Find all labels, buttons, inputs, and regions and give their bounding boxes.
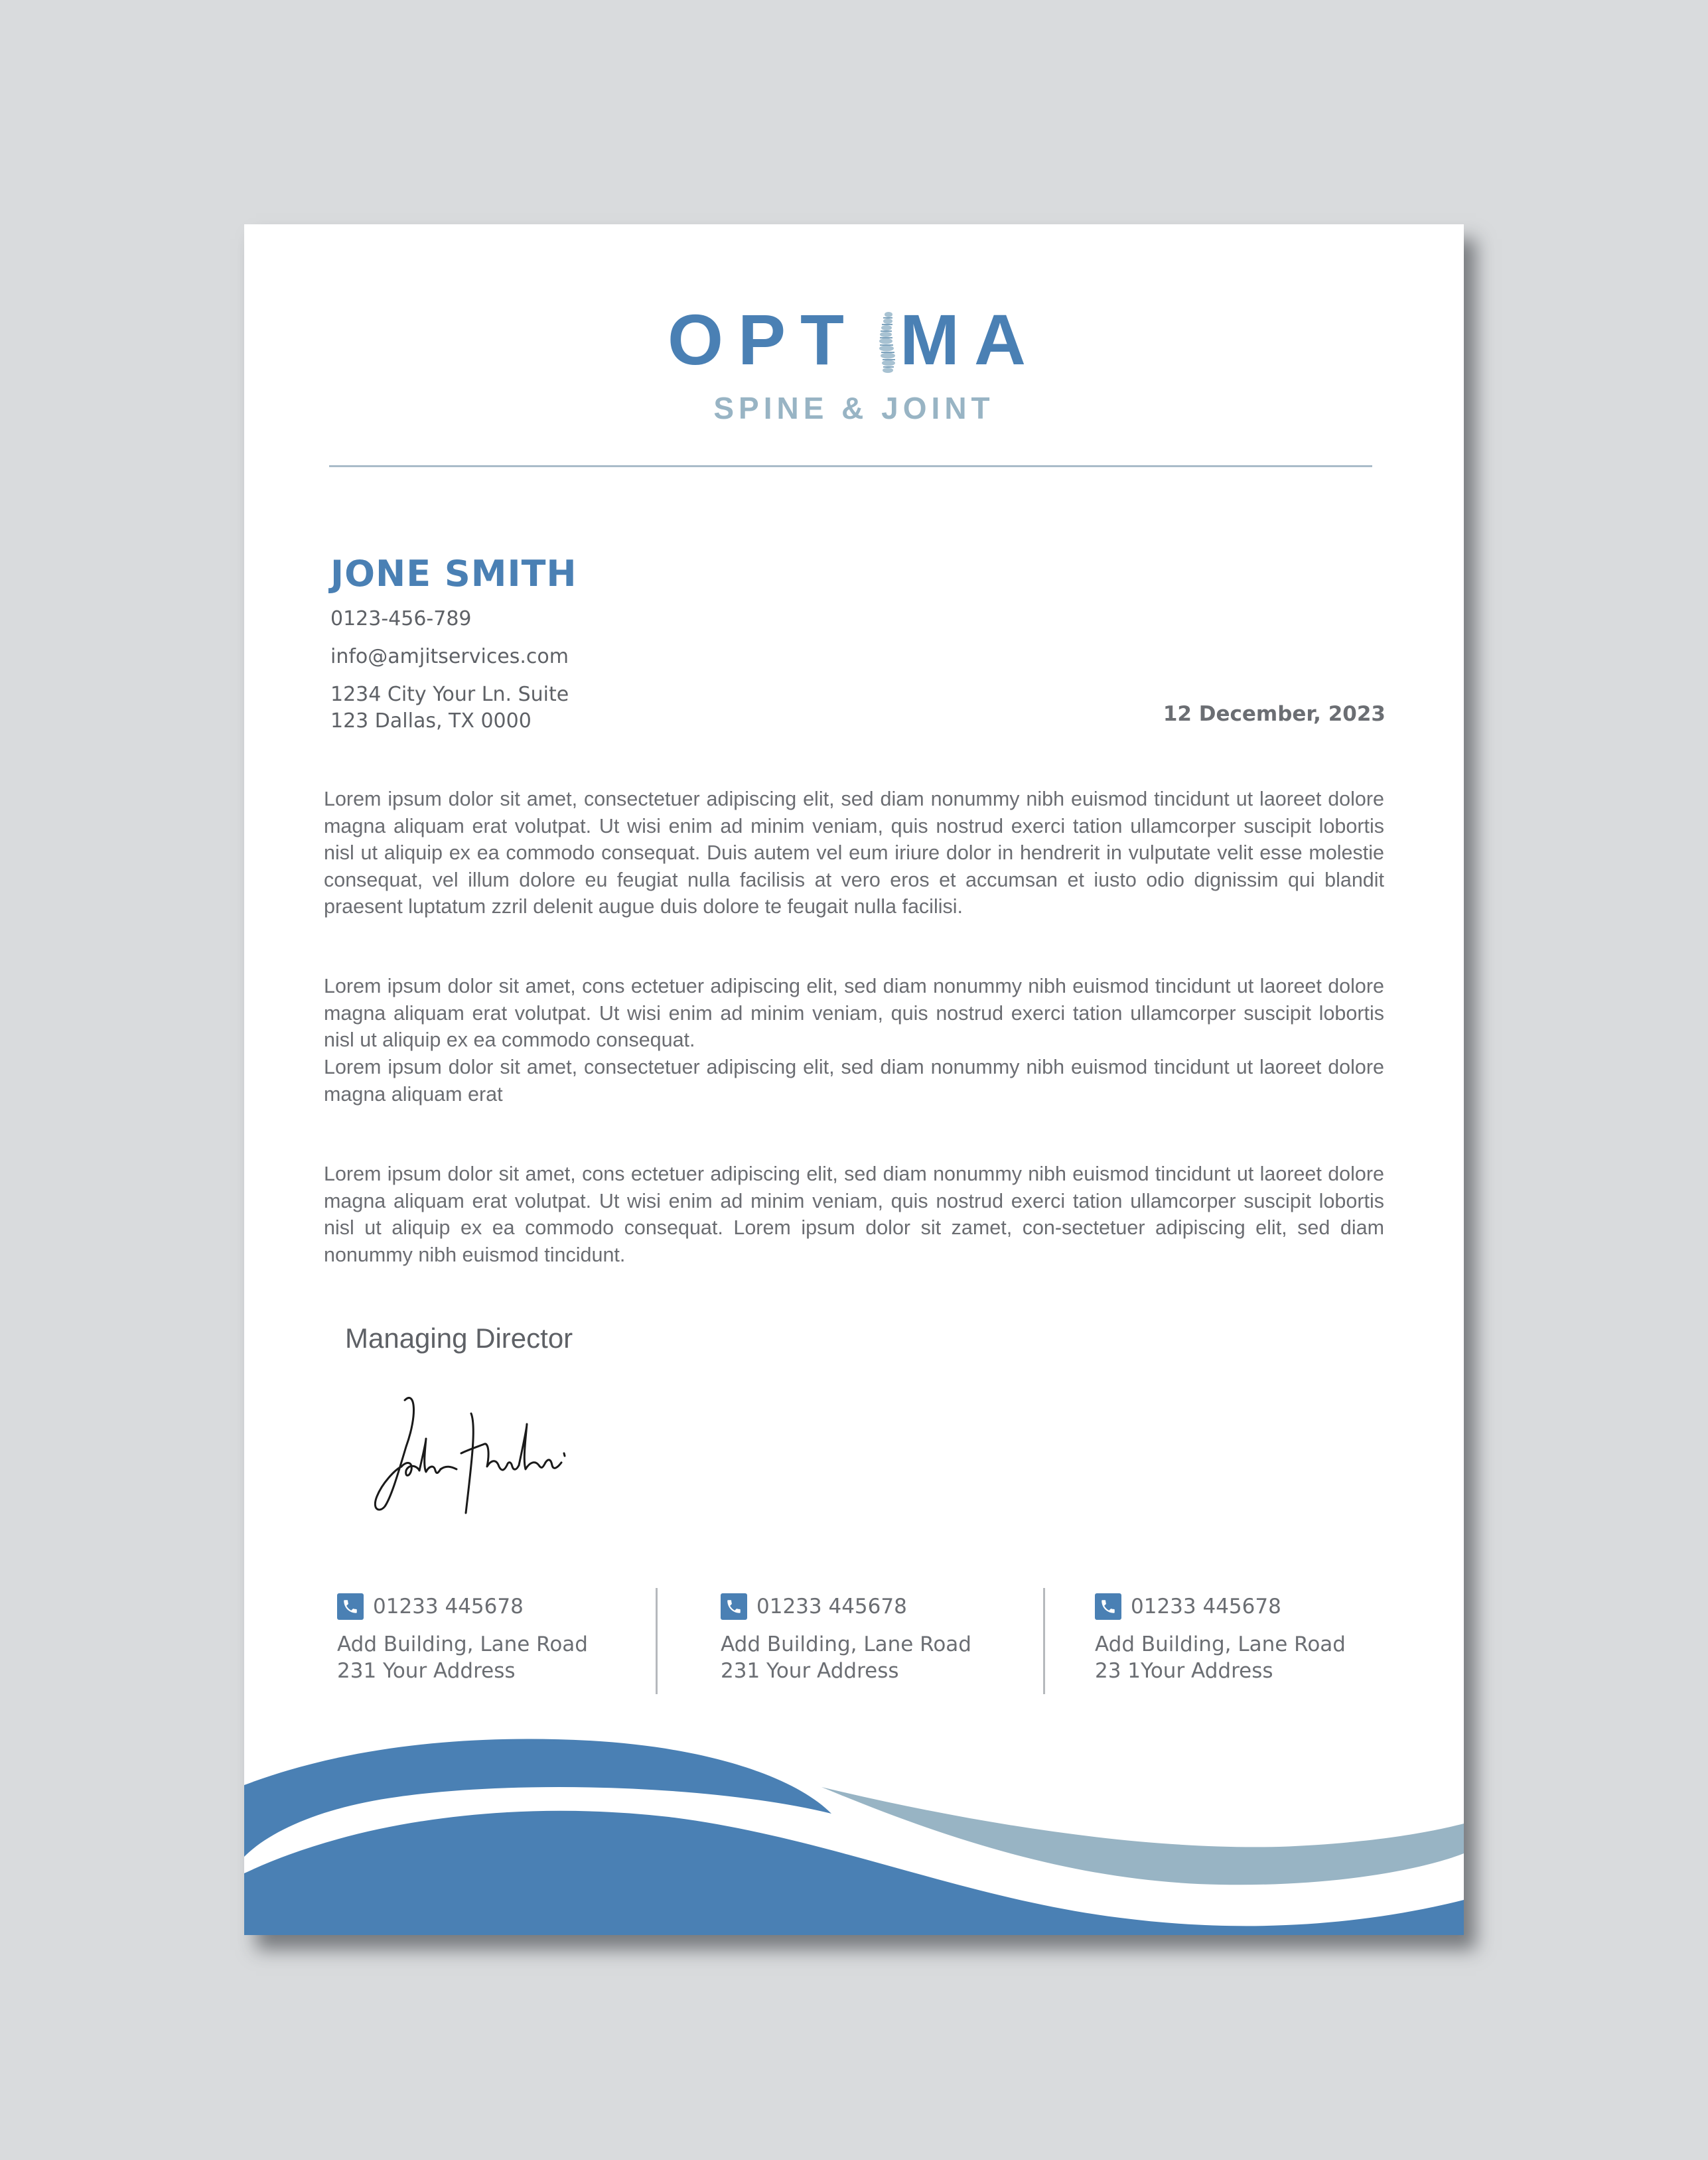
footer-phone-row bbox=[721, 1591, 971, 1622]
footer-address-line2: 231 Your Address bbox=[721, 1659, 899, 1683]
letter-paragraph-3: Lorem ipsum dolor sit amet, cons ectetuer adipiscing elit, sed diam nonummy nibh euismod tincidunt ut laoreet dolore magna aliquam erat volutpat. Ut wisi enim ad minim veniam, quis nostrud exerci tation ullamcorper suscipit lobortis nisl ut aliquip ex ea commodo consequat. Lorem ipsum dolor sit zamet, con-sectetuer adipiscing elit, sed diam nonummy nibh euismod tincidunt. bbox=[324, 1163, 1384, 1266]
footer-phone-number: 01233 445678 bbox=[373, 1595, 524, 1619]
footer-address bbox=[1095, 1631, 1346, 1684]
wave-grey-blue-swoosh bbox=[821, 1787, 1464, 1885]
footer-address-line1: Add Building, Lane Road bbox=[721, 1632, 971, 1656]
letterhead-page bbox=[244, 224, 1464, 1935]
sender-name: JONE SMITH bbox=[330, 553, 577, 595]
sender-address-line2: 123 Dallas, TX 0000 bbox=[330, 709, 532, 733]
footer-phone-number: 01233 445678 bbox=[756, 1595, 907, 1619]
footer-divider-1 bbox=[656, 1588, 658, 1694]
header-divider bbox=[329, 465, 1372, 467]
phone-icon bbox=[721, 1593, 747, 1620]
footer-phone-number: 01233 445678 bbox=[1131, 1595, 1281, 1619]
sender-email: info@amjitservices.com bbox=[330, 645, 569, 668]
footer-wave-decoration bbox=[244, 1724, 1464, 1935]
letter-paragraph-2a: Lorem ipsum dolor sit amet, cons ectetuer adipiscing elit, sed diam nonummy nibh euismod tincidunt ut laoreet dolore magna aliquam erat volutpat. Ut wisi enim ad minim veniam, quis nostrud exerci tation ullamcorper suscipit lobortis nisl ut aliquip ex ea commodo consequat. bbox=[324, 975, 1384, 1051]
letter-paragraph-1: Lorem ipsum dolor sit amet, consectetuer adipiscing elit, sed diam nonummy nibh euismod tincidunt ut laoreet dolore magna aliquam erat volutpat. Ut wisi enim ad minim veniam, quis nostrud exerci tation ullamcorper suscipit lobortis nisl ut aliquip ex ea commodo consequat. Duis autem vel eum iriure dolor in hendrerit in vulputate velit esse molestie consequat, vel illum dolore eu feugiat nulla facilisis at vero eros et accumsan et iusto odio dignissim qui blandit praesent luptatum zzril delenit augue duis dolore te feugait nulla facilisi. bbox=[324, 788, 1384, 918]
signature-image bbox=[365, 1387, 591, 1520]
letter-paragraph-2b: Lorem ipsum dolor sit amet, consectetuer adipiscing elit, sed diam nonummy nibh euismod tincidunt ut laoreet dolore magna aliquam erat bbox=[324, 1056, 1384, 1106]
logo-word-start: OPT bbox=[668, 299, 859, 380]
sender-phone: 0123-456-789 bbox=[330, 607, 472, 630]
company-logo bbox=[244, 299, 1464, 426]
footer-address-line2: 231 Your Address bbox=[337, 1659, 516, 1683]
footer-divider-2 bbox=[1043, 1588, 1045, 1694]
footer-address bbox=[337, 1631, 588, 1684]
footer-contact-1 bbox=[337, 1591, 588, 1684]
logo-tagline: SPINE & JOINT bbox=[713, 391, 995, 425]
letter-date: 12 December, 2023 bbox=[1163, 702, 1386, 726]
sender-address-line1: 1234 City Your Ln. Suite bbox=[330, 683, 569, 706]
signatory-role: Managing Director bbox=[345, 1323, 573, 1354]
footer-contact-2 bbox=[721, 1591, 971, 1684]
footer-phone-row bbox=[337, 1591, 588, 1622]
spine-icon bbox=[869, 309, 906, 376]
footer-contact-3 bbox=[1095, 1591, 1346, 1684]
phone-icon bbox=[1095, 1593, 1121, 1620]
logo-word-end: MA bbox=[900, 299, 1040, 380]
footer-address-line1: Add Building, Lane Road bbox=[337, 1632, 588, 1656]
footer-address-line1: Add Building, Lane Road bbox=[1095, 1632, 1346, 1656]
footer-address bbox=[721, 1631, 971, 1684]
footer-phone-row bbox=[1095, 1591, 1346, 1622]
phone-icon bbox=[337, 1593, 364, 1620]
logo-wordmark bbox=[668, 299, 1040, 380]
footer-address-line2: 23 1Your Address bbox=[1095, 1659, 1273, 1683]
